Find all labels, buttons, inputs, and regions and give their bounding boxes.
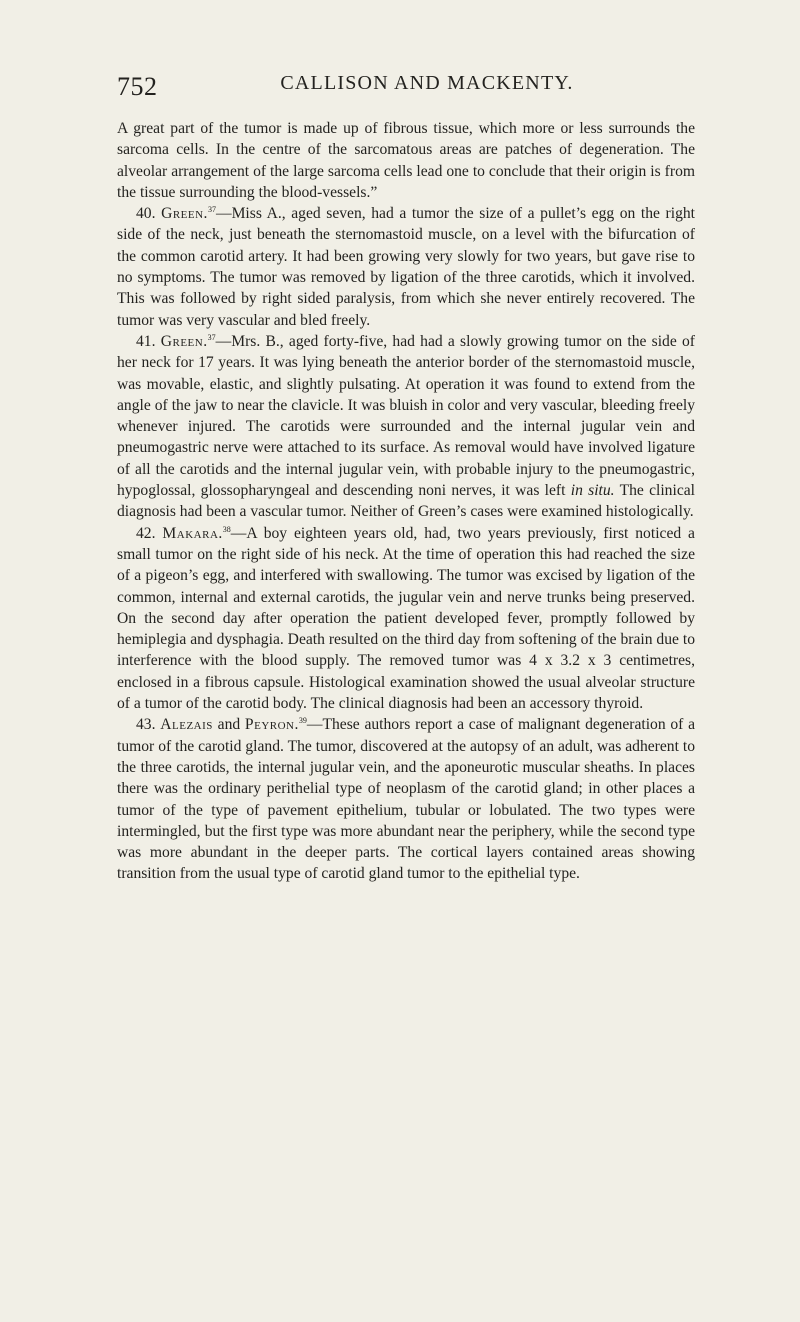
page-header	[117, 64, 697, 104]
case-author: Alezais	[160, 716, 213, 734]
page-number: 752	[117, 72, 158, 101]
reference-mark: 37	[207, 332, 216, 342]
case-author: Green.	[160, 332, 208, 350]
case-number: 41.	[136, 332, 156, 350]
case-text: —A boy eighteen years old, had, two years previously, first noticed a small tumor on the right side of his neck. At the time of operation this had reached the size of a pigeon’s egg, and interfered with swallowing. The tumor was excised by ligation of the common, internal and external carotids, the jugular vein and nerve trunks being preserved. On the second day after operation the patient developed fever, promptly followed by hemiplegia and dysphagia. Death resulted on the third day from softening of the brain due to interference with the blood supply. The removed tumor was 4 x 3.2 x 3 centimetres, enclosed in a fibrous capsule. Histological examination showed the usual alveolar structure of a tumor of the carotid body. The clinical diagnosis had been an accessory thyroid.	[117, 524, 695, 713]
case-number: 42.	[136, 524, 156, 542]
case-text: —Miss A., aged seven, had a tumor the size of a pullet’s egg on the right side of the neck, just beneath the sternomastoid muscle, on a level with the bifurcation of the common carotid artery. It had been growing very slowly for two years, but gave rise to no symptoms. The tumor was removed by ligation of the three carotids, which it involved. This was followed by right sided paralysis, from which she never entirely recovered. The tumor was very vascular and bled freely.	[117, 205, 695, 329]
reference-mark: 37	[207, 205, 216, 215]
case-text: —Mrs. B., aged forty-five, had had a slowly growing tumor on the side of her neck for 17 years. It was lying beneath the anterior border of the sternomastoid muscle, was movable, elastic, and slightly pulsating. At operation it was found to extend from the angle of the jaw to near the clavicle. It was bluish in color and very vascular, bleeding freely whenever injured. The carotids were surrounded and the internal jugular vein and pneumogastric nerve were attached to its surface. As removal would have involved ligature of all the carotids and the internal jugular vein, with probable injury to the pneumogastric, hypoglossal, glossopharyngeal and descending noni nerves, it was left	[117, 332, 695, 500]
reference-mark: 39	[298, 716, 307, 726]
body-text	[117, 118, 695, 885]
case-author: Green.	[161, 205, 208, 223]
case-author: Makara.	[162, 524, 223, 542]
case-40-paragraph	[117, 203, 695, 331]
case-42-paragraph	[117, 523, 695, 715]
case-43-paragraph	[117, 714, 695, 884]
case-number: 43.	[136, 716, 156, 734]
case-second-author: Peyron.	[244, 716, 299, 734]
running-title: CALLISON AND MACKENTY.	[280, 72, 574, 94]
case-text-continued: The clinical diagnosis had been a vascular tumor. Neither of Green’s cases were examined histologically.	[117, 482, 695, 521]
case-number: 40.	[136, 205, 156, 223]
case-italic-term: in situ.	[570, 482, 615, 500]
case-text: —These authors report a case of malignant degeneration of a tumor of the carotid gland. The tumor, discovered at the autopsy of an adult, was adherent to the three carotids, the internal jugular vein, and the aponeurotic muscular sheaths. In places there was the ordinary perithelial type of neoplasm of the carotid gland; in other places a tumor of the type of pavement epithelium, tubular or lobulated. The two types were intermingled, but the first type was more abundant near the periphery, while the second type was more abundant in the deeper parts. The cortical layers contained areas showing transition from the usual type of carotid gland tumor to the epithelial type.	[117, 716, 696, 883]
continuation-paragraph: A great part of the tumor is made up of fibrous tissue, which more or less surrounds the sarcoma cells. In the centre of the sarcomatous areas are patches of degeneration. The alveolar arrangement of the large sarcoma cells lead one to conclude that their origin is from the tissue surrounding the blood-vessels.”	[117, 120, 695, 201]
author-joiner: and	[217, 716, 241, 734]
case-41-paragraph	[117, 331, 695, 523]
reference-mark: 38	[222, 524, 231, 534]
